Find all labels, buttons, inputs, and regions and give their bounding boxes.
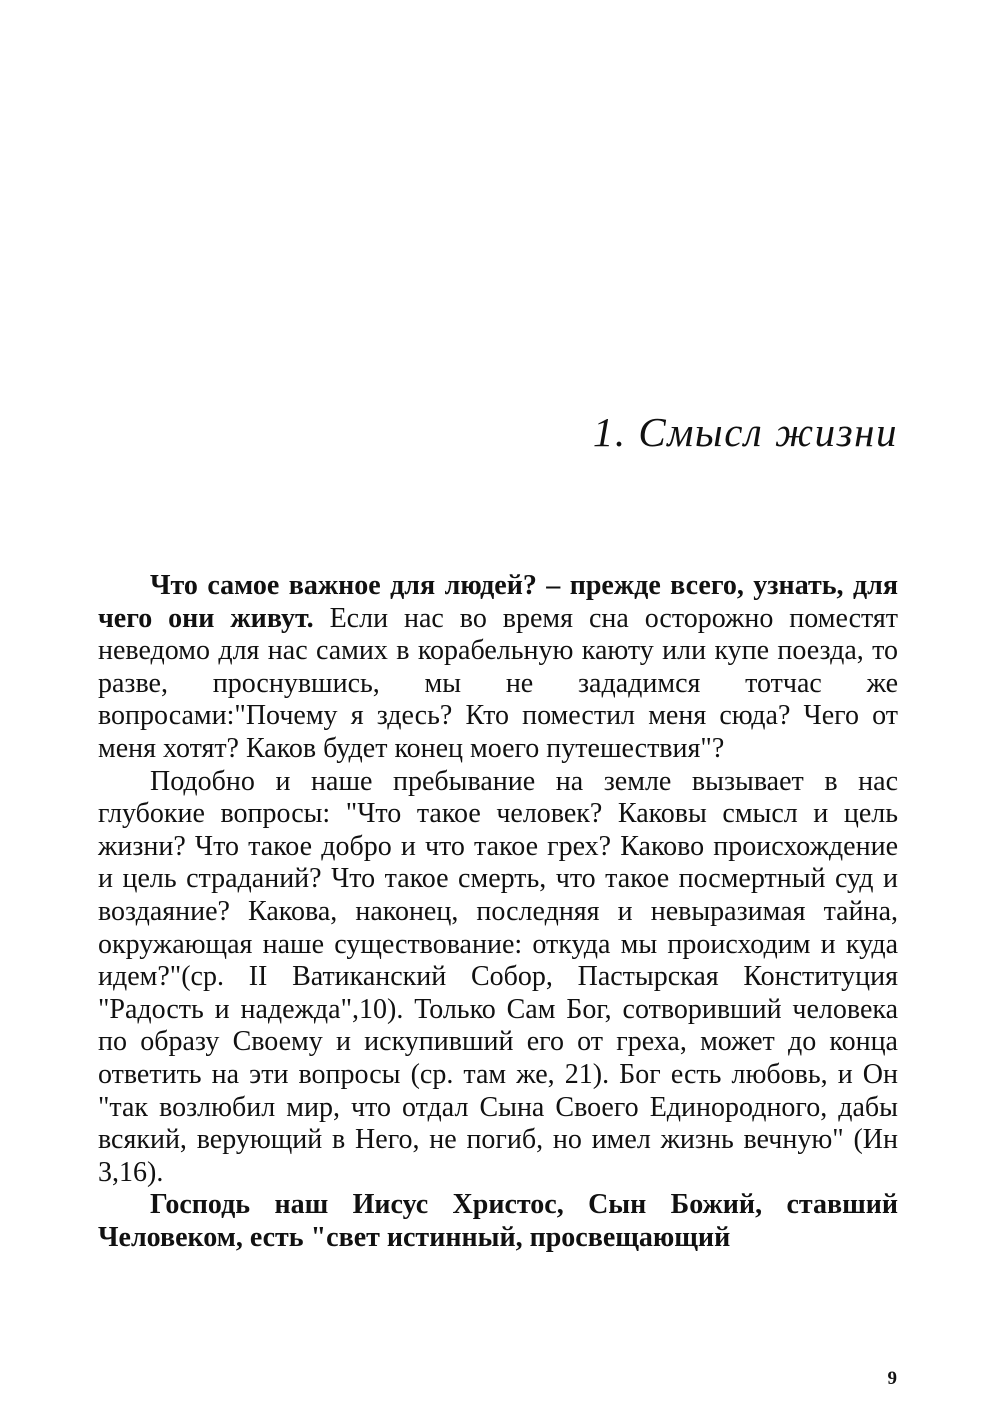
- paragraph-1-text: Если нас во время сна осторожно поместят неведомо для нас самих в корабельную каюту или купе поезда, то разве, проснувшись, мы не зададимся тотчас же вопросами:"Почему я здесь? Кто поместил меня сюда? Чего от меня хотят? Каков будет конец моего путешествия"?: [98, 602, 899, 764]
- paragraph-1-bold-lead: Что самое важное для людей? – прежде всего, узнать, для чего они живут.: [98, 570, 898, 634]
- paragraph-2-text: Подобно и наше пребывание на земле вызывает в нас глубокие вопросы: "Что такое человек? Каковы смысл и цель жизни? Что такое добро и что такое грех? Каково происхождение и цель страданий? Что такое смерть, что такое посмертный суд и воздаяние? Какова, наконец, последняя и невыразимая тайна, окружающая наше существование: откуда мы происходим и куда идем?"(ср. II Ватиканский Собор, Пастырская Конституция "Радость и надежда",10). Только Сам Бог, сотворивший человека по образу Своему и искупивший его от греха, может до конца ответить на эти вопросы (ср. там же, 21). Бог есть любовь, и Он "так возлюбил мир, что отдал Сына Своего Единородного, дабы всякий, верующий в Него, не погиб, но имел жизнь вечную" (Ин 3,16).: [98, 765, 898, 1188]
- page-number: 9: [887, 1368, 897, 1389]
- paragraph-3: [98, 1189, 898, 1254]
- chapter-title: 1. Смысл жизни: [592, 409, 898, 455]
- body-text: [98, 570, 898, 1254]
- paragraph-3-bold-lead: Господь наш Иисус Христос, Сын Божий, ставший Человеком, есть "свет истинный, просвещающий: [98, 1189, 898, 1253]
- paragraph-1: [98, 570, 898, 766]
- paragraph-2: [98, 766, 898, 1190]
